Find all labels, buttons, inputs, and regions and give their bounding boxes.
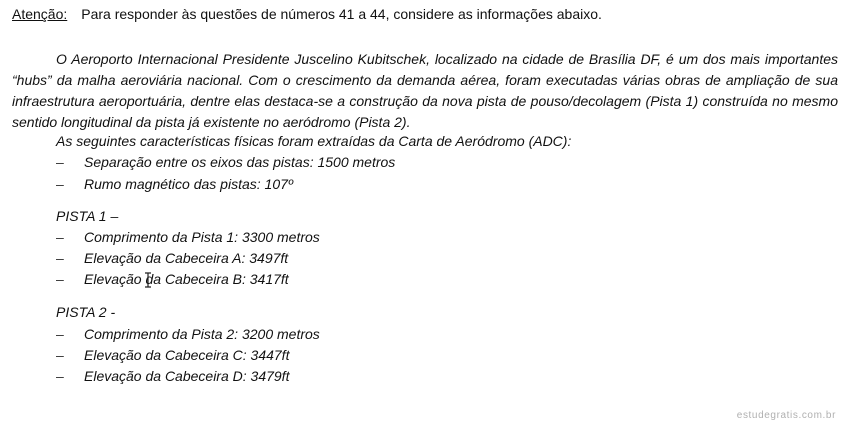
characteristics-intro: As seguintes características físicas foram extraídas da Carta de Aeródromo (ADC):	[56, 133, 572, 149]
list-dash: –	[56, 347, 64, 363]
list-item: Comprimento da Pista 1: 3300 metros	[84, 229, 320, 245]
attention-label: Atenção:	[12, 6, 68, 22]
list-dash: –	[56, 271, 64, 287]
list-dash: –	[56, 368, 64, 384]
paragraph-text: O Aeroporto Internacional Presidente Juscelino Kubitschek, localizado na cidade de Brasília DF, é um dos mais importantes “hubs” da malha aeroviária nacional. Com o crescimento da demanda aérea, foram executadas várias obras de ampliação de sua infraestrutura aeroportuária, dentre elas destaca-se a construção da nova pista de pouso/decolagem (Pista 1) construída no mesmo sentido longitudinal da pista já existente no aeródromo (Pista 2).	[12, 51, 838, 130]
pista2-title: PISTA 2 -	[56, 304, 116, 320]
attention-text: Para responder às questões de números 41 a 44, considere as informações abaixo.	[81, 6, 602, 22]
list-item: Elevação da Cabeceira A: 3497ft	[84, 250, 289, 266]
list-item: Rumo magnético das pistas: 107º	[84, 176, 294, 192]
list-item: Elevação da Cabeceira D: 3479ft	[84, 368, 290, 384]
list-item: Comprimento da Pista 2: 3200 metros	[84, 326, 320, 342]
list-item: Elevação da Cabeceira C: 3447ft	[84, 347, 290, 363]
pista1-title: PISTA 1 –	[56, 208, 119, 224]
watermark: estudegratis.com.br	[736, 410, 836, 421]
list-dash: –	[56, 176, 64, 192]
list-dash: –	[56, 154, 64, 170]
list-dash: –	[56, 250, 64, 266]
list-dash: –	[56, 229, 64, 245]
list-item: Separação entre os eixos das pistas: 1500 metros	[84, 154, 396, 170]
attention-header	[12, 6, 602, 22]
list-item: Elevação da Cabeceira B: 3417ft	[84, 271, 289, 287]
intro-paragraph	[12, 49, 838, 133]
list-dash: –	[56, 326, 64, 342]
